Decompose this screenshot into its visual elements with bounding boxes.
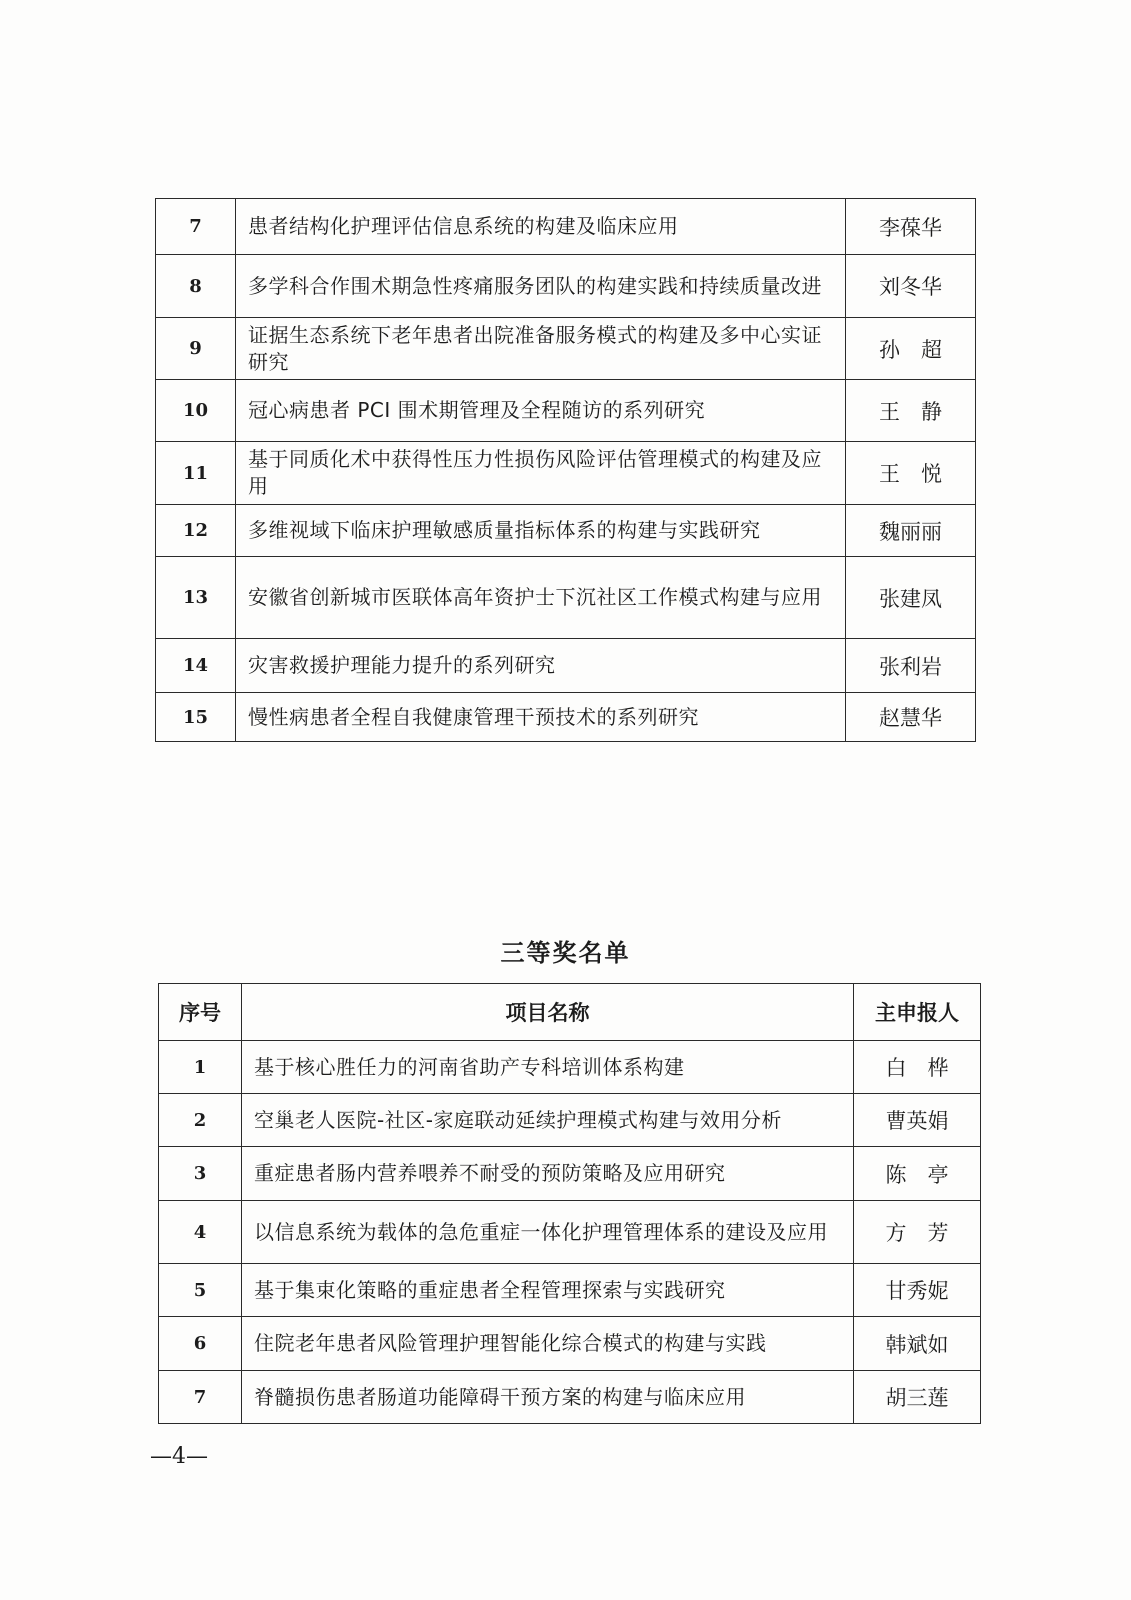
table-row — [156, 505, 976, 557]
table-row — [159, 1371, 981, 1424]
row-number: 11 — [156, 442, 236, 505]
project-name: 多维视域下临床护理敏感质量指标体系的构建与实践研究 — [236, 505, 846, 557]
row-number: 15 — [156, 693, 236, 742]
applicant-name: 刘冬华 — [846, 255, 976, 318]
applicant-name: 甘秀妮 — [854, 1264, 981, 1317]
project-name: 患者结构化护理评估信息系统的构建及临床应用 — [236, 199, 846, 255]
table-row — [159, 1317, 981, 1371]
table-row — [156, 318, 976, 380]
project-name: 基于同质化术中获得性压力性损伤风险评估管理模式的构建及应用 — [236, 442, 846, 505]
table-row — [156, 693, 976, 742]
applicant-name: 孙 超 — [846, 318, 976, 380]
table-row — [156, 380, 976, 442]
project-name: 以信息系统为载体的急危重症一体化护理管理体系的建设及应用 — [242, 1201, 854, 1264]
row-number: 2 — [159, 1094, 242, 1147]
applicant-name: 赵慧华 — [846, 693, 976, 742]
row-number: 4 — [159, 1201, 242, 1264]
table-row — [156, 199, 976, 255]
row-number: 1 — [159, 1041, 242, 1094]
table-row — [156, 639, 976, 693]
row-number: 10 — [156, 380, 236, 442]
row-number: 13 — [156, 557, 236, 639]
applicant-name: 白 桦 — [854, 1041, 981, 1094]
applicant-name: 张建凤 — [846, 557, 976, 639]
table-row — [159, 1041, 981, 1094]
project-name: 脊髓损伤患者肠道功能障碍干预方案的构建与临床应用 — [242, 1371, 854, 1424]
header-applicant: 主申报人 — [854, 984, 981, 1041]
applicant-name: 王 静 — [846, 380, 976, 442]
table-row — [156, 557, 976, 639]
applicant-name: 魏丽丽 — [846, 505, 976, 557]
applicant-name: 胡三莲 — [854, 1371, 981, 1424]
applicant-name: 陈 亭 — [854, 1147, 981, 1201]
applicant-name: 张利岩 — [846, 639, 976, 693]
header-number: 序号 — [159, 984, 242, 1041]
project-name: 住院老年患者风险管理护理智能化综合模式的构建与实践 — [242, 1317, 854, 1371]
header-project-name: 项目名称 — [242, 984, 854, 1041]
row-number: 12 — [156, 505, 236, 557]
table-row — [159, 1147, 981, 1201]
row-number: 9 — [156, 318, 236, 380]
project-name: 多学科合作围术期急性疼痛服务团队的构建实践和持续质量改进 — [236, 255, 846, 318]
row-number: 7 — [156, 199, 236, 255]
project-name: 重症患者肠内营养喂养不耐受的预防策略及应用研究 — [242, 1147, 854, 1201]
project-name: 基于核心胜任力的河南省助产专科培训体系构建 — [242, 1041, 854, 1094]
second-prize-table-continued — [155, 198, 976, 742]
project-name: 基于集束化策略的重症患者全程管理探索与实践研究 — [242, 1264, 854, 1317]
row-number: 6 — [159, 1317, 242, 1371]
table-row — [156, 255, 976, 318]
applicant-name: 韩斌如 — [854, 1317, 981, 1371]
row-number: 8 — [156, 255, 236, 318]
row-number: 7 — [159, 1371, 242, 1424]
table-header-row — [159, 984, 981, 1041]
row-number: 3 — [159, 1147, 242, 1201]
applicant-name: 曹英娟 — [854, 1094, 981, 1147]
third-prize-table — [158, 983, 981, 1424]
row-number: 5 — [159, 1264, 242, 1317]
table-row — [159, 1264, 981, 1317]
project-name: 证据生态系统下老年患者出院准备服务模式的构建及多中心实证研究 — [236, 318, 846, 380]
table-row — [159, 1094, 981, 1147]
table-row — [159, 1201, 981, 1264]
table-row — [156, 442, 976, 505]
row-number: 14 — [156, 639, 236, 693]
page-number: —4— — [150, 1444, 208, 1469]
applicant-name: 方 芳 — [854, 1201, 981, 1264]
project-name: 冠心病患者 PCI 围术期管理及全程随访的系列研究 — [236, 380, 846, 442]
project-name: 灾害救援护理能力提升的系列研究 — [236, 639, 846, 693]
section-title: 三等奖名单 — [500, 939, 631, 967]
project-name: 安徽省创新城市医联体高年资护士下沉社区工作模式构建与应用 — [236, 557, 846, 639]
project-name: 慢性病患者全程自我健康管理干预技术的系列研究 — [236, 693, 846, 742]
applicant-name: 王 悦 — [846, 442, 976, 505]
project-name: 空巢老人医院-社区-家庭联动延续护理模式构建与效用分析 — [242, 1094, 854, 1147]
applicant-name: 李葆华 — [846, 199, 976, 255]
